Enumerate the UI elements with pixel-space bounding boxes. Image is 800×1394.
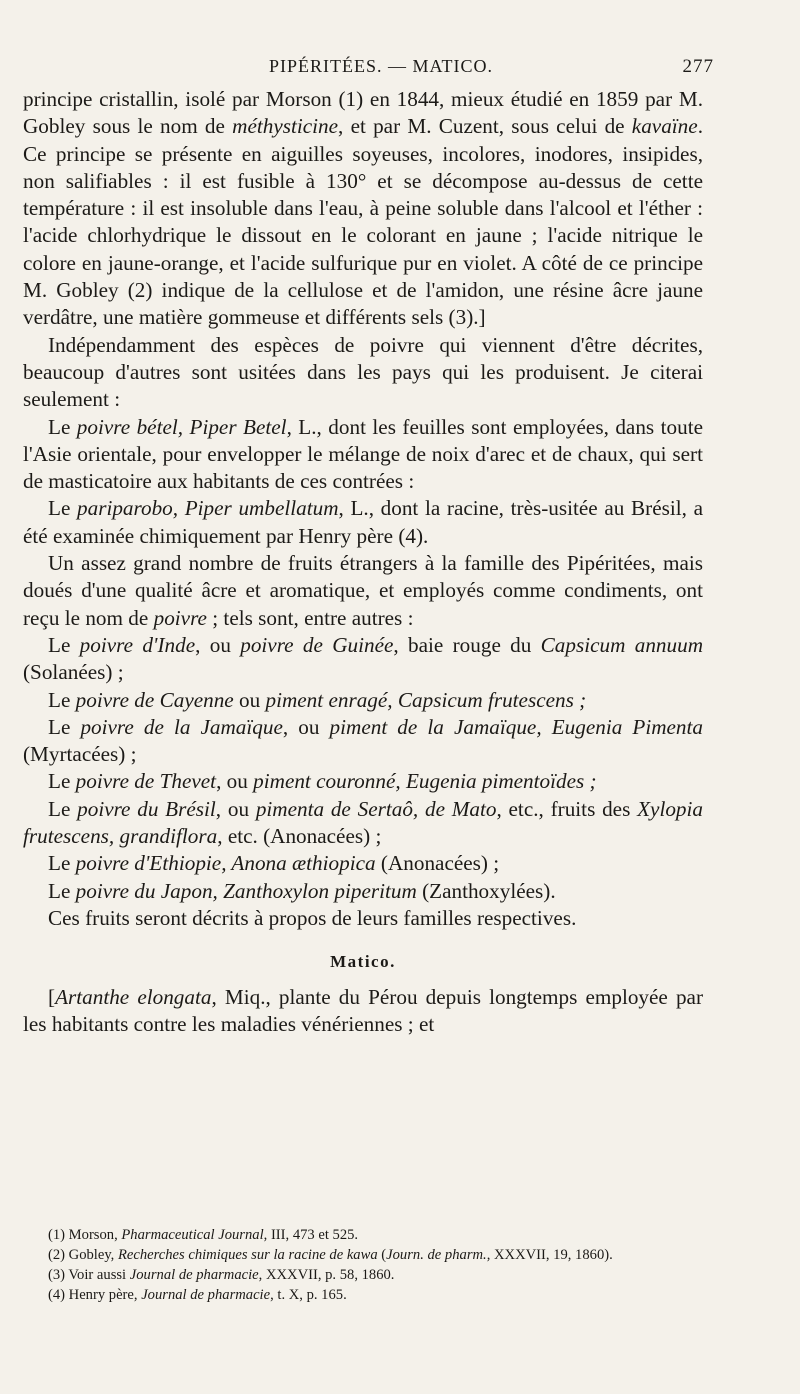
italic-term: piment de la Jamaïque, Eugenia Pimenta [329, 714, 703, 739]
main-text [23, 86, 703, 1038]
italic-term: piment enragé, Capsicum frutescens ; [265, 687, 587, 712]
text-run: Le [48, 851, 76, 876]
paragraph-cayenne [23, 687, 703, 714]
text-run: Le [48, 414, 77, 439]
text-run: Le [48, 769, 76, 794]
text-run: ; tels sont, entre autres : [206, 605, 414, 630]
text-run: (2) Gobley, [48, 1247, 118, 1263]
italic-term: Recherches chimiques sur la racine de kawa [117, 1247, 378, 1263]
text-run: (Solanées) ; [23, 660, 124, 685]
page-number: 277 [682, 56, 714, 77]
italic-term: Journal de pharmacie [141, 1287, 271, 1303]
italic-term: piment couronné, Eugenia pimentoïdes ; [253, 769, 597, 794]
text-run: (Anonacées) ; [375, 851, 500, 876]
text-run: principe cristallin, isolé par Morson (1) en 1844, mieux étudié en 1859 par M. Gobley sous le nom de [23, 87, 703, 139]
text-run: Le [48, 878, 76, 903]
text-run: , III, 473 et 525. [263, 1227, 359, 1243]
text-run: , ou [195, 632, 241, 657]
text-run: , etc., fruits des [496, 796, 638, 821]
text-run: , Miq., plante du Pérou depuis longtemps employée par les habitants contre les maladies vénériennes ; et [23, 984, 704, 1036]
text-run: , XXXVII, p. 58, 1860. [258, 1267, 395, 1283]
text-run: Le [48, 714, 81, 739]
text-run: , etc. (Anonacées) ; [217, 824, 382, 849]
text-run: Un assez grand nombre de fruits étrangers à la famille des Pipéritées, mais doués d'une qualité âcre et aromatique, et employés comme condiments, ont reçu le nom de [23, 551, 703, 630]
footnote-3 [23, 1265, 703, 1285]
italic-term: poivre d'Inde [79, 632, 196, 657]
running-title: PIPÉRITÉES. — MATICO. [268, 56, 493, 76]
footnote-2 [23, 1245, 703, 1265]
text-run: , L., dont les feuilles sont employées, dans toute l'Asie orientale, pour envelopper le mélange de noix d'arec et de chaux, qui sert de masticatoire aux habitants de ces contrées : [23, 414, 703, 494]
italic-term: poivre du Japon, Zanthoxylon piperitum [75, 878, 417, 903]
text-run: ou [233, 687, 266, 712]
text-run: Le [48, 632, 80, 657]
paragraph-artanthe [23, 984, 703, 1039]
italic-term: pariparobo, Piper umbellatum [77, 496, 339, 521]
text-run: . Ce principe se présente en aiguilles soyeuses, incolores, inodores, insipides, non salifiables : il est fusible à 130° et se décompose au-dessus de cette température : il est insoluble dans l'eau, à peine soluble dans l'alcool et l'éther : l'acide chlorhydrique le dissout en le colorant en jaune ; l'acide nitrique le colore en jaune-orange, et l'acide sulfurique pur en violet. A côté de ce principe M. Gobley (2) indique de la cellulose et de l'amidon, une résine âcre jaune verdâtre, une matière gommeuse et différents sels (3).] [23, 114, 703, 330]
text-run: , ou [282, 714, 330, 739]
paragraph-principe [23, 86, 703, 332]
running-header [48, 52, 714, 84]
italic-term: poivre du Brésil [77, 796, 216, 821]
paragraph-ces-fruits: Ces fruits seront décrits à propos de leurs familles respectives. [48, 905, 577, 930]
italic-term: poivre bétel, Piper Betel [76, 414, 287, 439]
paragraph-pariparobo [23, 495, 703, 550]
italic-term: Pharmaceutical Journal [121, 1227, 264, 1243]
section-heading: Matico. [330, 952, 396, 972]
text-run: (4) Henry père, [48, 1287, 142, 1303]
italic-term: Journal de pharmacie [129, 1267, 259, 1283]
text-run: Le [48, 796, 78, 821]
text-run: (1) Morson, [48, 1227, 122, 1243]
italic-term: Journ. de pharm. [386, 1247, 487, 1263]
italic-term: pimenta de Sertaô, de Mato [255, 796, 497, 821]
italic-term: poivre de Cayenne [75, 687, 234, 712]
paragraph-bresil [23, 796, 703, 851]
text-run: [ [48, 984, 56, 1009]
italic-term: poivre [153, 605, 207, 630]
text-run: (Zanthoxylées). [416, 878, 556, 903]
footnote-1 [23, 1225, 703, 1245]
italic-term: kavaïne [631, 114, 698, 139]
italic-term: Artanthe elongata [55, 984, 212, 1009]
paragraph-independamment: Indépendamment des espèces de poivre qui viennent d'être décrites, beaucoup d'autres sont usitées dans les pays qui les produisent. Je citerai seulement : [23, 332, 703, 412]
italic-term: méthysticine [232, 114, 339, 139]
paragraph-ethiopie [23, 850, 703, 877]
text-run: (Myrtacées) ; [23, 742, 137, 767]
paragraph-thevet [23, 768, 703, 795]
paragraph-poivre-inde [23, 632, 703, 687]
text-run: , L., dont la racine, très-usitée au Brésil, a été examinée chimiquement par Henry père (4). [23, 496, 703, 548]
italic-term: Xylopia frutescens, grandiflora [23, 796, 703, 849]
text-run: , baie rouge du [393, 632, 541, 657]
text-run: , et par M. Cuzent, sous celui de [338, 114, 632, 139]
text-run: (3) Voir aussi [48, 1267, 130, 1283]
text-run: , t. X, p. 165. [270, 1287, 347, 1303]
italic-term: poivre d'Ethiopie, Anona æthiopica [75, 851, 376, 876]
footnote-4 [23, 1285, 703, 1305]
italic-term: poivre de Thevet [75, 769, 217, 794]
italic-term: poivre de la Jamaïque [80, 714, 283, 739]
text-run: ( [377, 1247, 387, 1263]
paragraph-jamaique [23, 714, 703, 769]
italic-term: Capsicum annuum [540, 632, 704, 657]
text-run: , ou [215, 796, 256, 821]
italic-term: poivre de Guinée [240, 632, 394, 657]
paragraph-betel [23, 414, 703, 496]
text-run: , ou [216, 769, 254, 794]
text-run: Le [48, 496, 78, 521]
text-run: Le [48, 687, 76, 712]
footnotes [23, 1225, 703, 1305]
paragraph-japon [23, 878, 703, 905]
paragraph-fruits-etrangers [23, 550, 703, 632]
text-run: , XXXVII, 19, 1860). [486, 1247, 613, 1263]
